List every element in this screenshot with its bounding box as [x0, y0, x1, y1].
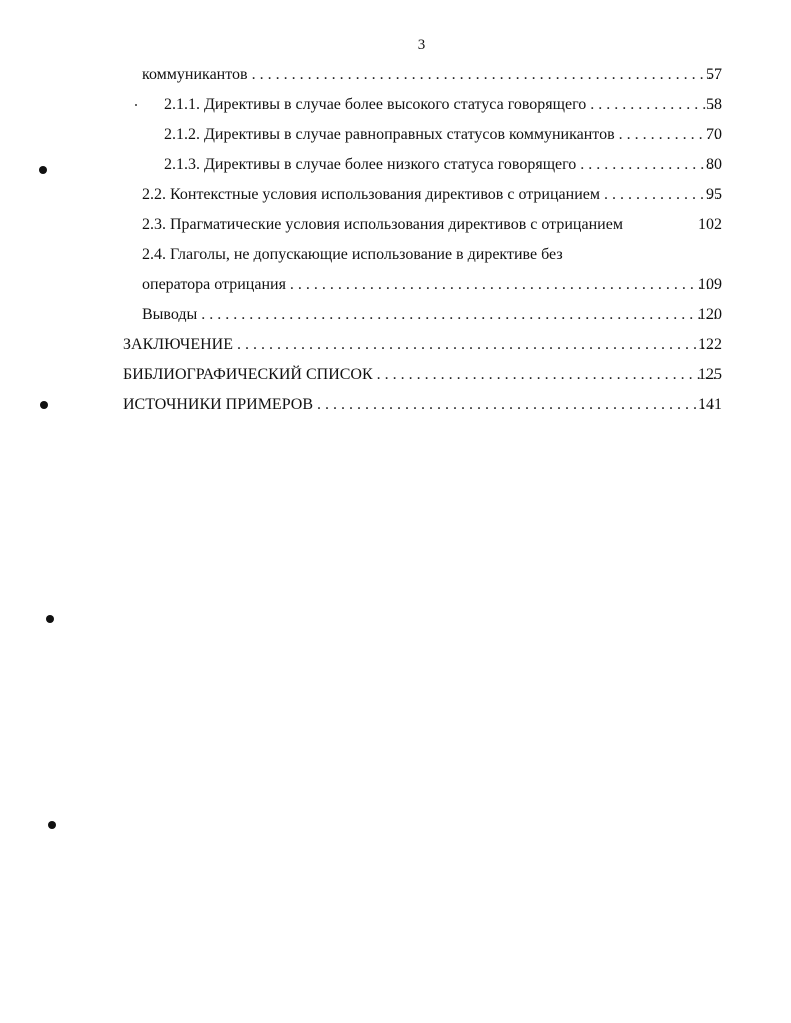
- toc-entry-label: 2.1.2. Директивы в случае равноправных статусов коммуникантов: [164, 126, 615, 143]
- toc-entry-label: БИБЛИОГРАФИЧЕСКИЙ СПИСОК: [123, 366, 373, 383]
- toc-entry: [164, 150, 722, 180]
- toc-entry: [142, 210, 722, 240]
- toc-entry: [123, 360, 722, 390]
- toc-entry-page: 95: [706, 186, 722, 203]
- dot-leader: [252, 60, 718, 90]
- toc-entry: [123, 330, 722, 360]
- toc-entry-page: 125: [698, 366, 722, 383]
- dot-leader: [237, 330, 718, 360]
- toc-entry-page: 80: [706, 156, 722, 173]
- toc-entry-page: 58: [706, 96, 722, 113]
- page-number: 3: [417, 37, 426, 53]
- toc-entry: [164, 90, 722, 120]
- toc-entry-label: 2.2. Контекстные условия использования директивов с отрицанием: [142, 186, 601, 203]
- scan-speck: [135, 104, 137, 106]
- toc-entry: [142, 240, 722, 270]
- toc-entry-page: 120: [698, 306, 722, 323]
- toc-entry-label: 2.1.3. Директивы в случае более низкого статуса говорящего: [164, 156, 577, 173]
- toc-entry-page: 70: [706, 126, 722, 143]
- toc-entry: [142, 60, 722, 90]
- dot-leader: [290, 270, 718, 300]
- toc-entry-page: 109: [698, 276, 722, 293]
- toc-entry: [142, 180, 722, 210]
- toc-entry-label: Выводы: [142, 306, 198, 323]
- toc-entry: [142, 270, 722, 300]
- dot-leader: [377, 360, 718, 390]
- binder-hole-mark: [40, 401, 48, 409]
- toc-entry-label: коммуникантов: [142, 66, 248, 83]
- toc-entry-label: 2.3. Прагматические условия использования директивов с отрицанием: [142, 216, 623, 233]
- toc-entry-page: 122: [698, 336, 722, 353]
- dot-leader: [317, 390, 718, 420]
- toc-entry: [123, 390, 722, 420]
- toc-entry-label: ИСТОЧНИКИ ПРИМЕРОВ: [123, 396, 314, 413]
- toc-entry-page: 102: [698, 216, 722, 233]
- toc-entry: [164, 120, 722, 150]
- toc-entry: [142, 300, 722, 330]
- toc-entry-page: 57: [706, 66, 722, 83]
- binder-hole-mark: [46, 615, 54, 623]
- toc-entry-label: оператора отрицания: [142, 276, 286, 293]
- toc-entry-page: 141: [698, 396, 722, 413]
- toc-entry-label: 2.1.1. Директивы в случае более высокого статуса говорящего: [164, 96, 587, 113]
- toc-entry-label: ЗАКЛЮЧЕНИЕ: [123, 336, 233, 353]
- toc-entry-label: 2.4. Глаголы, не допускающие использование в директиве без: [142, 246, 563, 263]
- dot-leader: [201, 300, 718, 330]
- binder-hole-mark: [39, 166, 47, 174]
- binder-hole-mark: [48, 821, 56, 829]
